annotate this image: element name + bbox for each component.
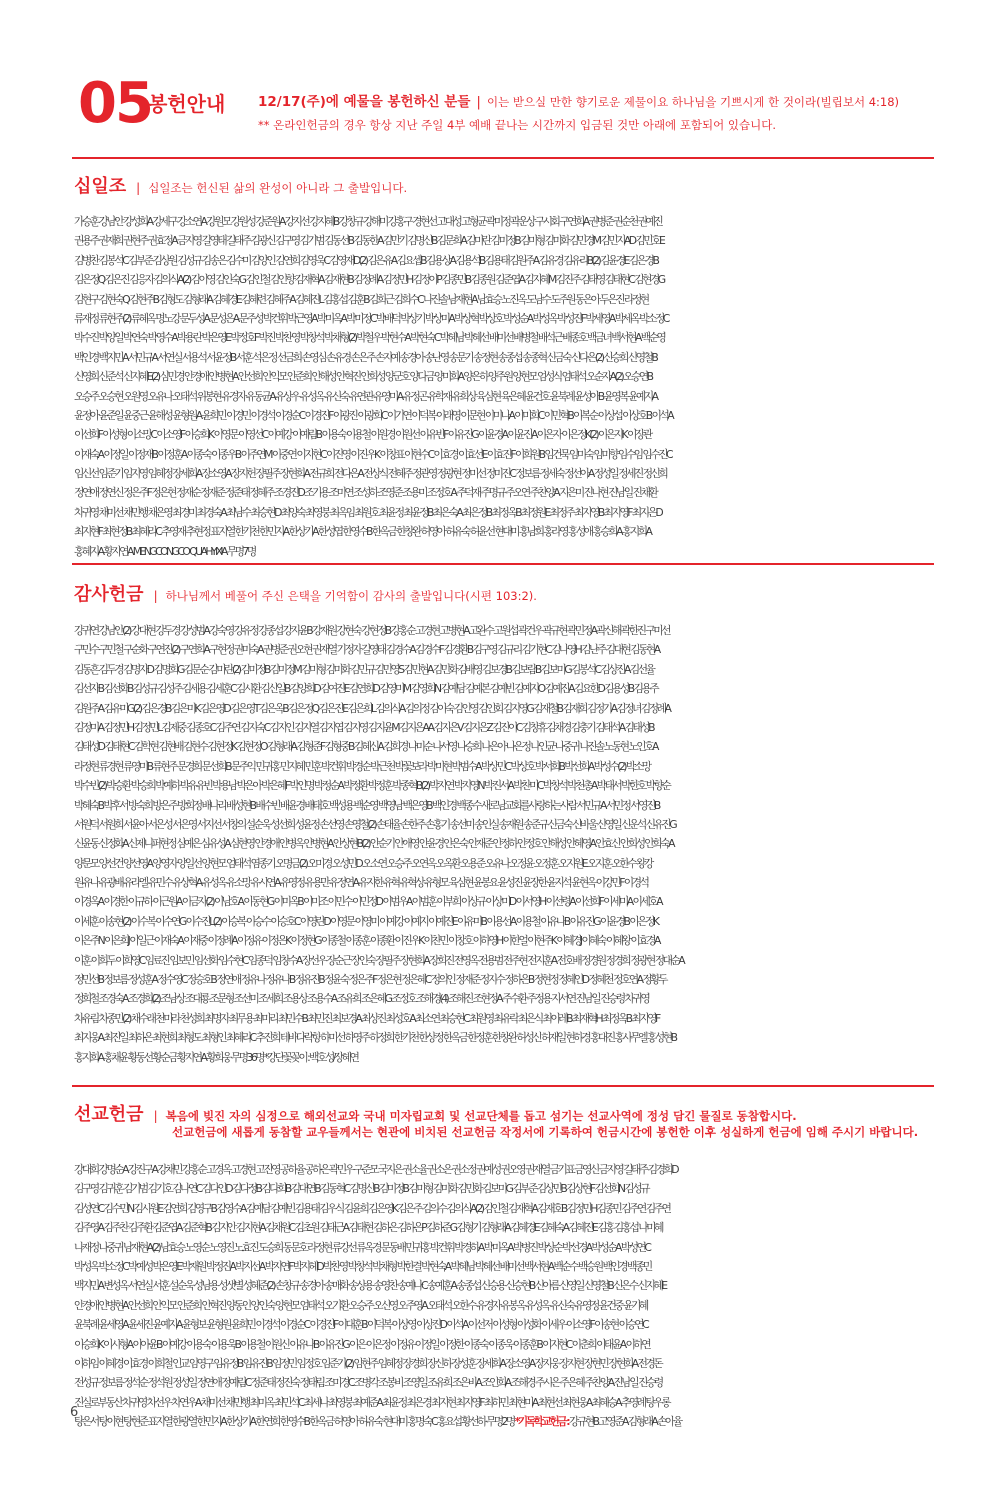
name-list-line: 박수빈(2) 박승환 박승희 박예하 박유유빈 박용남 박은아 박은혜F 박인명 박정순A 박정환 박정훈 박종혁B(2) 박지연 박지영N 박진서A 박찬미C 박창석 박천총A 박태서 박한호 박향순 [74, 779, 670, 793]
name-list-line: 진실로부동산 차귀영 차선우 차연우A 채미선 채민행 최미옥 최민석C 최세나 최영붕 최예준A 최윤정 최은경 최지현 최지영F 최하민 최현미A 최현선 최현웅A 최혜승A 추영례 탕우롱 [74, 1395, 670, 1409]
name-list-line: 김병찬 김봉석C 김부준 김상원 김성규 김송은 김수미 김양인 김연희 김영욱C 김영재D(2) 김은유A 김요셉B 김용상A 김용석B 김용태 김원주A 김유경 김유리B(2) 김윤경E 김은경B [74, 253, 658, 267]
name-list-line: 나재정 나중귀 남재현A(2) 남효승 노영순 노영진 노효진 도승희 동문호 라정현 류강선 류옥경 문동배 민귀홍 박건휘 박경하A 박미옥A 박병진 박상순 박선경A 박성순A 박성연C [74, 1240, 650, 1254]
mission-title: 선교헌금 [74, 1104, 144, 1125]
name-list-line: 정연애 정연신 정은주F 정은현 정재순 정재준 정준태 정혜주 조경진D 조기용 조미연 조성하 조영준 조용미 조정호A 주덕재 주명규 주오연 주찬양A 지은미 진나현 진남일 진채환 [74, 486, 657, 500]
name-list-line: 구민수 구민철 구순화 구연진(2) 구연희A 구현정 권미숙A 권병준 권오현 권재열 기정자 길영태 김경수A 김경수F 김경환B 김구영 김규리 김기현C 김나영H 김난주 김대현 김동현A [74, 643, 659, 657]
name-list-line: 박성옥 박소정C 박예성 박은영E 박재원 박정진A 박지선A 박지연F 박지헤D 박찬영 박창석 박채형 박한결 박현숙A 박혜남 박혜선 배미선 백서현A 백순수 백승원 백인경 백종민 [74, 1259, 651, 1273]
name-list-line: 탕은서 탕이현 탕현준 표지열 한광열 한민지A 한상기A 한연희 한영수B 한옥금 허영아 허유숙 현대미 홍명숙C 홍요섭 황선하 무명2명 *기독학교헌금 : 강규현B 고영준A 김형래A 손아율 [74, 1415, 681, 1429]
name-list-line: 백지민A 변성옥 서연실 서훈 설순욱 성남용 성샛별 성혜준(2) 손창규 송경아 송매화 송상용 송영찬 송예나C 송예훈A 송종섭 신승용 신승현B 신아름 신영일 신영철B 신은수 신지혜E [74, 1279, 666, 1293]
name-list-line: 라정현 류경현 류영미B 류현주 문경희 문선희B 문주익 민귀홍 민지혜 민훈 박건휘 박경순 박근천 박꽃보라 박미현 박범수A 박상민C 박상호 박서희B 박선희A 박성수(2) 박소망 [74, 759, 650, 773]
name-list-line: 윤정아 윤준일 윤중근 윤해성 윤형원A 윤희민 이경민 이경석 이경순C 이경진F 이광진 이광희C 이기연 이덕복 이래영 이문현 이미나A 이미희C 이민혁B 이복순 이상섭 이상호B 이석A [74, 408, 673, 422]
mission-separator: | [153, 1109, 158, 1123]
name-list-line: 전성규 정보름 정석순 정석원 정성일 정연애 정예림C 정준태 정진숙 정태림 조미경C 조병각 조봉비 조영일 조유희 조은비A 조인희A 조해경 주시은 주은혜 주찬양A 진남일 진승령 [74, 1376, 662, 1390]
page-header [78, 71, 958, 154]
mission-desc-2: 선교헌금에 새롭게 동참할 교우들께서는 현관에 비치된 선교헌금 작정서에 기록하여 헌금시간에 봉헌한 이후 성실하게 헌금에 임해 주시기 바랍니다. [172, 1125, 919, 1139]
name-list-line: 이승희K 이시형A 이아윤B 이예강 이용숙 이용욱B 이용철 이원신 이유나B 이유진G 이은 이은정 이정유 이정일 이정한 이종숙 이종욱 이종훈B 이지현C 이춘희 이태윤A 이하연 [74, 1337, 650, 1351]
christian-school-offering-names: 강규현B 고영준A 김형래A 손아율 [568, 1415, 681, 1429]
name-list-line: 최지현F 최현정B 최혜리C 추영재 추현정 표지열 한기천 한민지A 한상기A 한성엽 한영수B 한옥금 한창완 허영아 허유숙 허윤선 현대미 홍남희 홍라영 홍성애 홍승희A 홍지희A [74, 525, 651, 539]
name-list-line: 류재정 류현주(2) 류혜옥 명노강 문두성A 문성은A 문주성 박건휘 박근영A 박미옥A 박미정C 박배덕 박상기 박상미A 박상혁 박상호 박성순A 박성옥 박성진F 박세영A 박세옥 박소정C [74, 311, 668, 325]
name-list-line: 김태성D 김태현C 김학현 김현배 김현수 김현정K 김현정O 김형래A 김형준F 김형중B 김혜신A 김희경 나미순 나서영 나승희 나은아 나은정 나인균 나중귀 나진솔 노동현 노인호A [74, 740, 657, 754]
thanks-name-list [74, 621, 934, 1067]
thanks-title-row [74, 580, 537, 606]
section-number: 05 [78, 71, 152, 136]
thanks-separator: | [153, 589, 158, 603]
divider-thanks [72, 563, 934, 565]
name-list-line: 신윤동 신정화A 신제니퍼현정 심예은 심유성A 심현영 안경애 안병옥 안병현A 안상현B(2) 안순기 안애영 안윤경 안은숙 안재준 안정하 안정호 안해성 안혜영A 안효신 안희성 안희숙A [74, 837, 673, 851]
name-list-line: 정희철 조경숙A 조경희(2) 조남상 조대룡 조문형 조선미 조세희 조용상 조용수A 조유희 조은혜G 조정호 조해경(4) 조해진 조현정A 주수환 주정용 지서연 진남일 진승령 차귀영 [74, 992, 649, 1006]
name-list-line: 박혜숙B 박후서 방숙희 방은주 방희정 배나리 배성현B 배수빈 배윤경 배태호 백성용 백순영 백영남 백은영B 백인경 백종수 새로남교회를사랑하는사람 서민규A 서민정 서영진B [74, 798, 659, 812]
name-list-line: 김은정Q 김은진 김응자 김의식A(2) 김이영 김인숙G 김인철 김인향 김재혁A 김재현B 김정례A 김정민H 김정이P 김종민B 김종원 김준엽A 김지혜M 김진주 김태영 김태현C 김현경G [74, 273, 664, 287]
name-list-line: 원유나 유광배 유라엘 유민수 유상혁A 유성옥 유소망 유시연A 유영정 유용만 유정연A 유지한 유혁 유혁상 유형모 육심현 윤봉요 윤성진 윤장한 윤지석 윤현옥 이강민F 이경석 [74, 876, 648, 890]
header-note: ** 온라인헌금의 경우 항상 지난 주일 4부 예배 끝나는 시간까지 입금된 것만 아래에 포함되어 있습니다. [258, 118, 777, 132]
name-list-line: 안경애 안병현A 안선희 안익모 안준희 안혁진 양동인 양인숙 양현모 엄태석 오기환 오승주 오신영 오주영A 오태석 오한수 유경자 유봉옥 유성옥 유신숙 유영정 윤건중 윤기혜 [74, 1298, 647, 1312]
name-list-line: 이재숙A 이정일 이정재B 이정훈A 이종숙 이종우B 이주연M 이중연 이지현C 이진영 이진우K 이창표 이현수C 이효경 이효선E 이효진F 이희원B 임건묵 임미숙 임미향 임수임 임수진C [74, 447, 672, 461]
header-separator: | [476, 94, 481, 110]
name-list-line: 김선자B 김선화B 김성규 김성주 김세용 김세훈C 김시환 김신일B 김양희D 김여진E 김연희D 김영미M 김영희N 김예담 김예본 김예빈 김예지O 김예진A 김요한D 김용성B 김용주 [74, 682, 658, 696]
name-list-line: 이훈 이희두 이희영C 임료진 임보민 임선화 임수현C 임종덕 임창수A 장선우 장순근 장인숙 장필주 장현희A 장희진 전영옥 전용범 전주현 전지훈A 전호배 정경원 정경희 정광현 정대순A [74, 953, 684, 967]
name-list-line: 권용주 권재희 권현주 권효정A 금지영 길영태 길태주 김광신 김구영 김기범 김동선B 김동한A 김만기 김명신B 김문희A 김미란 김미정B 김미형 김미화 김민경M 김민지AD 김민호E [74, 234, 664, 248]
name-list-line: 가승훈 강남안 강성희A 강세구 강소연A 강원모 강원성 강준원A 강지선 강지혜B 강창규 강해미 강홍구 경현선 고대성 고형균 곽미정 곽운상 구시회 구연희A 권병준 권순천 권예진 [74, 215, 662, 228]
header-subtitle-row [258, 90, 899, 110]
name-list-line: 이은주N 이은희J 이일근 이재숙A 이재중 이정례A 이정유 이정은K 이정현G 이종철 이종훈 이종환 이진우K 이찬민 이창호 이하영H 이한얼 이현주K 이혜경J 이혜숙 이혜왕 이효경A [74, 934, 659, 948]
tithe-title-row [74, 172, 407, 198]
name-list-line: 김성연C 김수민N 김시원E 김연희 김영구B 김영수A 김예담 김예빈 김용태 김우식 김윤희 김은영K 김은주 김의수 김의식A(2) 김인철 김재혁A 김재호B 김정민H 김종민 김주연 김주연 [74, 1201, 670, 1215]
tithe-title: 십일조 [74, 176, 127, 197]
page-number: 6 [70, 1405, 79, 1420]
name-list-line: 양문모 양선건 양선영A 양영자 양일선 양현모 엄태석 염종기 오명금(2) 오미경 오성민D 오소연 오승주 오연옥 오옥환 오용준 오유나 오정윤 오정훈 오지원E 오지훈 오한수 왕강 [74, 856, 652, 870]
divider-mission [72, 1085, 934, 1087]
tithe-name-list [74, 212, 934, 561]
name-list-line: 정민선B 정보름 정성훈A 정수영C 정승호B 정연애 정유나 정유나B 정유진B 정윤숙 정은주F 정은현 정은혜C 정의인 정재준 정지수 정하은B 정현정 정혜인D 정혜천 정호연A 정황두 [74, 973, 666, 987]
name-list-line: 강대희 강명순A 강진구A 강채민 강홍순 고경옥 고경현 고진영 공하율 공하은 곽민우 구준모 국지은 권소율 권소은 권소정 권예성 권오영 권재열 금기표 금영신 금지영 길태주 김경희D [74, 1163, 678, 1176]
name-list-line: 이하임 이혜경 이효경 이희철 인교 임영구 임유정B 임유진B 임정민 임정호 임준기(2) 임현주 임혜정 장경희 장신하 장성훈 장세희A 장소영A 장지웅 장지현 장현민 장현희A 전경돈 [74, 1356, 662, 1370]
thanks-desc: 하나님께서 베풀어 주신 은택을 기억함이 감사의 출발입니다(시편 103:2). [165, 589, 537, 603]
name-list-line: 차귀영 채미선 채민행 채은영 최경미 최경숙A 최남수 최승현D 최양숙 최영붕 최옥임 최원호 최윤정 최윤정B 최은숙A 최은정B 최정옥B 최정원E 최정주 최지영B 최지영F 최지은D [74, 505, 662, 519]
divider-tithe [72, 157, 934, 159]
name-list-line: 백인경 백지민A 서민규A 서연실 서용석 서윤정B 서훈 석은정 선금희 손영심 손유경 손은주 손지예 송경아 송난영 송문기 송정현 송종섭 송종혁 신금숙 신다은(2) 신승희 신영철B [74, 350, 657, 364]
name-list-line: 이선희F 이성형 이소망C 이소영F 이승희K 이영문 이영선C 이예강 이예림B 이용숙 이용철 이원경 이원선 이유빈F 이유진G 이윤경A 이윤진A 이은자 이은정K(2) 이은지K 이장관 [74, 428, 651, 442]
mission-title-row [74, 1100, 797, 1126]
name-list-line: 박수진 박양일 박연숙 박영수A 박용란 박은영E 박정호F 박진 박찬영 박창석 박채형(2) 박철우 박현수A 박현숙C 박혜남 박혜선 배미선 배병철 배석근 배종호 백금녀 백서현A 백순영 [74, 331, 665, 345]
header-verse: 이는 받으실 만한 향기로운 제물이요 하나님을 기쁘시게 한 것이라(빌립보서 4:18) [486, 95, 900, 109]
name-list-line: 차유림 차종민(2) 채수래 천미라 천성희 최명자 최무용 최미리 최민수B 최민진 최보경A 최상진 최성호A 최소연 최승현C 최원영 최유락 최은식 최이레B 최재혁H 최정옥B 최지영F [74, 1011, 659, 1025]
name-list-line: 홍지희A 홍채윤 황동선 황순금 황지연A 황희웅 무명36명 *강단꽃꽂이 : 백호성/장혜연 [74, 1050, 358, 1064]
tithe-separator: | [136, 181, 141, 195]
mission-desc: 복음에 빚진 자의 심정으로 해외선교와 국내 미자립교회 및 선교단체를 돕고 섬기는 선교사역에 정성 담긴 물질로 동참합시다. [165, 1109, 797, 1123]
name-list-line: 강귀연 강남안(2) 강대현 강두경 강성범A 강숙영 강유정 강종섭 강지윤B 강재원 강현숙 강현정B 강홍순 고경현 고병현A 고완수 고원섭 곽건우 곽규현 곽민정A 곽신해 곽한진 구미선 [74, 624, 669, 637]
name-list-line: 신영희 신준석 신지혜E(2) 심민경 안경애 안병현A 안선희 안익모 안준희 안해성 안혁진 안희성 양군호 양다금 양미희A 양은하 양주원 양현모 엄성식 엄태석 오순자A(2) 오승연B [74, 370, 652, 384]
name-list-line: 임신선 임준기 임지영 임혜정 장세희A 장소영A 장지헌 장필주 장현희A 전규희 전다은A 전상식 전혜주 정관영 정광현 정미선 정미진C 정보름 정세숙 정선아A 정성일 정세진 정신희 [74, 467, 667, 481]
name-list-line: 김원주A 김유미G(2) 김은경B 김은미K 김은영D 김은영T 김은옥B 김은정Q 김은진E 김은희L 김의식A 김의정 김이숙 김인영 김인회 김지영G 김재철B 김재희 김정기A 김정녀 김정례A [74, 701, 670, 715]
name-list-line: 김정미A 김정민H 김정민L 김제중 김종호C 김주연 김지숙C 김지인 김지열 김지엽 김지영 김지윤M 김지은AA 김지은V 김지은Z 김진이C 김창휴 김채경 김충기 김태석A 김태성B [74, 720, 654, 734]
header-subtitle: 12/17(주)에 예물을 봉헌하신 분들 [258, 94, 471, 110]
name-list-line: 김구영 김귀훈 김기범 김기호 김나연C 김다인D 김다정B 김다희B 김대연B 김동혁C 김명신B 김미정B 김미형 김미화 김민화 김보미G 김부준 김상민B 김상현F 김선희N 김성규 [74, 1182, 648, 1196]
name-list-line: 이경옥A 이경한 이규하 이근원A 이금자(2) 이남호A 이동현G 이미옥B 이미조 이민수 이민정D 이범우A 이범훈 이부희 이상규 이상미D 이서영H 이선령A 이선희F 이세미A 이세호A [74, 895, 661, 909]
mission-name-list [74, 1160, 934, 1431]
name-list-line: 이세훈 이송현(2) 이수복 이수연G 이수진L(2) 이승복 이승수 이승호C 이영란D 이영문 이영미 이예강 이예지 이예진E 이유미B 이용선A 이용철 이유나B 이유진G 이윤경B 이은정K [74, 914, 658, 928]
name-list-line: 서원덕 서원희 서윤아 서은성 서은영 서지선 서창의 설순욱 성선희 성윤정 손선영 손영철(2) 손태율 손한주 손홍기 송선미 송인실 송재원 송준규 신금숙 신바울 신영일 신운석 신유진G [74, 817, 676, 831]
thanks-title: 감사헌금 [74, 584, 144, 605]
section-title: 봉헌안내 [148, 92, 226, 116]
name-list-line: 오승주 오승현 오원영 오유나 오태석 위봉현 유경자 유동균A 유상우 유성옥 유신숙 유연관 유영미A 유정곤 유학재 유희상 육심현 육은혜 윤건호 윤북례 윤성아B 윤영복 윤예지A [74, 389, 657, 403]
christian-school-offering-label: *기독학교헌금 : [514, 1415, 569, 1429]
tithe-desc: 십일조는 헌신된 삶의 완성이 아니라 그 출발입니다. [148, 181, 408, 195]
name-list-line: 윤북례 윤세영A 윤세진 윤예지A 윤형보 윤형원 윤희민 이경석 이경순C 이경진F 이대훈B 이덕복 이상영 이상진D 이석A 이선저 이성형 이성화 이세우 이소영F 이송현 이승연C [74, 1318, 648, 1332]
name-list-line: 김현구 김현숙Q 김현주B 김형도 김형래A 김혜경E 김혜련 김혜주A 김혜진L 김홍섭 김훈B 김희근 김희수C 나진솔 남재현A 남효승 노진옥 도남수 도주원 동은아 두은진 라정현 [74, 292, 648, 306]
name-list-line: 홍혜지A 황지연A MENGCONGCO QUAHYIXIA 무명7명 [74, 544, 255, 558]
name-list-line: 김동흔 김두경 김명자D 김명희G 김문순 김미란(2) 김미정B 김미정M 김미형 김미화 김민규 김민영S 김민현A 김민화 김배영 김보경B 김보람B 김보미G 김봉석C 김상진A 김선율 [74, 662, 654, 676]
name-list-line: 최지웅A 최진일 최하은 최현희 최형도 최형인 최혜리C 추진희 테바다락항 하미선 하영주 하정희 한기천 한상정 한옥금 한정훈 한창완 허성신 허재일 현하경 홍대진 홍사무엘 홍성현B [74, 1031, 676, 1045]
name-list-line: 김주영A 김주찬 김주환 김준엽A 김준혁B 김지안 김지현A 김채원C 김초원 김태근A 김태현 김하은 김하은P 김하준G 김형기 김형래A 김혜경E 김혜숙A 김혜진E 김홍 김홍섭 나미혜 [74, 1221, 662, 1235]
